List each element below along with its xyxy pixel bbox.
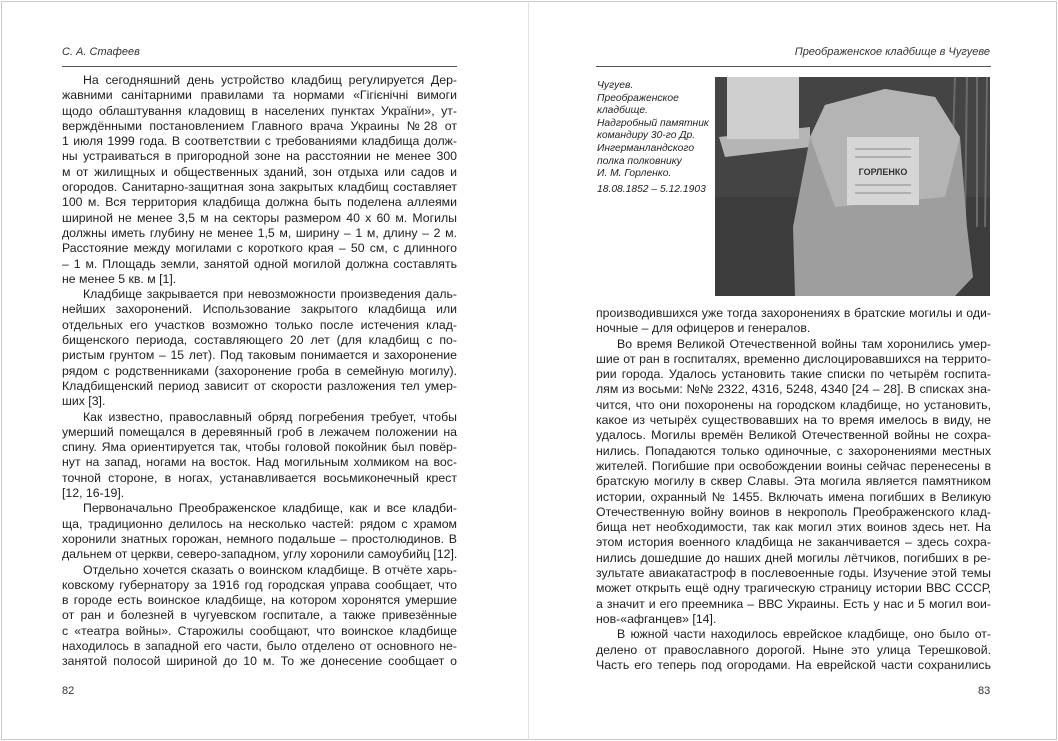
text-line: с «театра войны». Старожилы сообщают, что воинское кладбище — [62, 623, 457, 638]
text-line: нов-«афганцев» [14]. — [596, 611, 717, 626]
text-line: находилось в западной его части, было отделено от основного не- — [62, 638, 457, 653]
photo-caption — [597, 80, 709, 196]
text-line: Как известно, православный обряд погребения требует, чтобы — [83, 409, 457, 424]
text-line: верждёнными постановлением Главного врача Украины №28 от — [62, 118, 457, 133]
text-line: щодо облаштування кладовищ в населених пунктах України», ут- — [62, 103, 457, 118]
text-line: рии города. Удалось установить такие списки по четырём госпита- — [596, 367, 991, 382]
text-line: 100 м. Вся территория кладбища должна быть поделена аллеями — [62, 195, 457, 210]
text-line: огородов. Санитарно-защитная зона закрытых кладбищ составляет — [62, 180, 457, 195]
text-line: какое из четырёх существовавших на то время имелось в виду, не — [596, 413, 991, 428]
left-page-body — [62, 73, 457, 670]
text-line: в городе есть воинское кладбище, на котором хоронятся умершие — [62, 593, 457, 608]
text-line: Расстояние между могилами с короткого края – 50 см, с длинного — [62, 241, 457, 256]
text-line: нут на запад, ногами на восток. Над могильным холмиком на вос- — [62, 455, 457, 470]
paragraph — [62, 410, 457, 502]
text-line: шириной не менее 3,5 м на секторы размером 40 х 60 м. Могилы — [62, 210, 457, 225]
paragraph — [62, 73, 457, 287]
text-line: бищенского периода, составляющего 20 лет (для кладбищ с по- — [62, 333, 457, 348]
right-page-body — [596, 306, 991, 673]
text-line: ковскому губернатору за 1916 год городская управа сообщает, что — [62, 577, 457, 592]
caption-line: Чугуев. — [597, 80, 634, 91]
text-line: этом история военного кладбища не заканчивается – здесь сохра- — [596, 535, 991, 550]
caption-dates: 18.08.1852 – 5.12.1903 — [597, 183, 706, 195]
text-line: 1 июля 1999 года. В соответствии с требованиями кладбища долж- — [62, 134, 457, 149]
paragraph — [596, 306, 991, 337]
caption-line: кладбище. — [597, 105, 648, 117]
text-line: истории, охранный № 1455. Включать имена погибших в Великую — [596, 489, 991, 504]
text-line: занятой полосой шириной до 10 м. То же донесение сообщает о — [62, 654, 457, 669]
text-line: Отдельно хочется сказать о воинском кладбище. В отчёте харь- — [83, 562, 457, 577]
page-number-right: 83 — [978, 685, 991, 697]
text-line: нились дошедшие до наших дней могилы лётчиков, погибших в ре- — [596, 550, 991, 565]
text-line: точной стороне, в ногах, устанавливается восьмиконечный крест — [62, 470, 457, 485]
paragraph — [596, 627, 991, 673]
text-line: производившихся уже тогда захоронениях в братские могилы и оди- — [596, 306, 991, 320]
text-line: ших [3]. — [62, 394, 106, 409]
text-line: В южной части находилось еврейское кладбище, оно было от- — [617, 627, 991, 642]
gravestone-photo-image — [715, 77, 990, 296]
page-number-left: 82 — [62, 685, 75, 697]
caption-line: Ингерманландского — [597, 142, 695, 154]
text-line: ны устраиваться в пригородной зоне на расстоянии не менее 300 — [62, 149, 457, 164]
caption-line: Надгробный памятник — [597, 117, 709, 129]
text-line: от ран и болезней в чугуевском госпитале, а также привезённые — [62, 608, 457, 623]
text-line: хоронили знатных горожан, немного подальше – простолюдинов. В — [62, 531, 457, 546]
text-line: лям из восьми: №№ 2322, 4316, 5248, 4340 [24 – 28]. В списках зна- — [596, 382, 991, 397]
header-rule — [62, 66, 457, 67]
text-line: ристым грунтом – 15 лет). Под таковым понимается и захоронение — [62, 348, 457, 363]
text-line: не менее 5 кв. м [1]. — [62, 271, 177, 286]
text-line: спину. Яма ориентируется так, чтобы головой покойник был повёр- — [62, 440, 457, 455]
text-line: Во время Великой Отечественной войны там хоронились умер- — [617, 336, 991, 351]
paragraph — [62, 501, 457, 562]
text-line: делено от православного дорогой. Ныне это улица Терешковой. — [596, 642, 991, 657]
text-line: Часть его теперь под огородами. На еврейской части сохранились — [596, 657, 991, 672]
text-line: жителей. Погибшие при освобождении воины сейчас перенесены в — [596, 458, 991, 473]
text-line: Отечественную войну воинов в некрополь Преображенского клад- — [596, 504, 991, 519]
caption-line: командиру 30-го Др. — [597, 130, 696, 142]
text-line: отдельных его участков возможно только после истечения клад- — [62, 317, 457, 332]
running-head-title: Преображенское кладбище в Чугуеве — [794, 46, 990, 58]
text-line: удалось. Могилы времён Великой Отечественной войны не сохра- — [596, 428, 991, 443]
text-line: На сегодняшний день устройство кладбищ регулируется Дер- — [83, 73, 457, 87]
caption-line: Преображенское — [597, 92, 679, 104]
text-line: может открыть ещё одну трагическую страницу истории ВВС СССР, — [596, 581, 991, 596]
gravestone-photo — [715, 77, 990, 296]
caption-line: И. М. Горленко. — [597, 168, 672, 180]
spine-gutter — [528, 1, 529, 740]
paragraph — [596, 337, 991, 628]
text-line: зультате авиакатастроф в послевоенные годы. Изучение этой темы — [596, 566, 991, 581]
text-line: бища нет необходимости, так как могил этих воинов здесь нет. На — [596, 520, 991, 535]
text-line: рядом с родственниками (захоронение гроба в семейную могилу). — [62, 363, 457, 378]
paragraph — [62, 287, 457, 409]
svg-text:ГОРЛЕНКО: ГОРЛЕНКО — [858, 167, 908, 177]
running-head-author: С. А. Стафеев — [62, 46, 140, 58]
header-rule — [596, 66, 991, 67]
text-line: ночные – для офицеров и генералов. — [596, 321, 811, 336]
text-line: ща, традиционно делилось на несколько частей: рядом с храмом — [62, 516, 457, 531]
text-line: жавними санітарними правилами та нормами «Гігієнічні вимоги — [62, 88, 457, 103]
text-line: нейших захоронений. Использование закрытого кладбища или — [62, 302, 457, 317]
text-line: умерший помещался в деревянный гроб в лежачем положении на — [62, 424, 457, 439]
text-line: Первоначально Преображенское кладбище, как и все кладби- — [83, 501, 457, 516]
paragraph — [62, 563, 457, 670]
text-line: должны иметь глубину не менее 1,5 м, ширину – 1 м, длину – 2 м. — [62, 225, 457, 240]
text-line: м от жилищных и общественных зданий, зон отдыха или садов и — [62, 164, 457, 179]
text-line: братскую могилу в сквер Славы. Эта могила является памятником — [596, 474, 991, 489]
text-line: Кладбище закрывается при невозможности произведения даль- — [83, 287, 457, 302]
text-line: дальнем от церкви, северо-западном, углу хоронили самоубийц [12]. — [62, 547, 458, 562]
text-line: – 1 м. Площадь земли, занятой одной могилой должна составлять — [62, 256, 457, 271]
caption-line: полка полковнику — [597, 155, 682, 167]
text-line: нились. Попадаются только одиночные, с захоронениями местных — [596, 443, 991, 458]
text-line: [12, 16-19]. — [62, 486, 125, 501]
text-line: шие от ран в госпиталях, временно дислоцировавшихся на террито- — [596, 351, 991, 366]
text-line: а значит и его преемника – ВВС Украины. Есть у нас и 5 могил вои- — [596, 596, 991, 611]
text-line: Кладбищенский период зависит от скорости разложения тел умер- — [62, 378, 457, 393]
text-line: чится, что они похоронены на городском кладбище, но установить, — [596, 397, 991, 412]
